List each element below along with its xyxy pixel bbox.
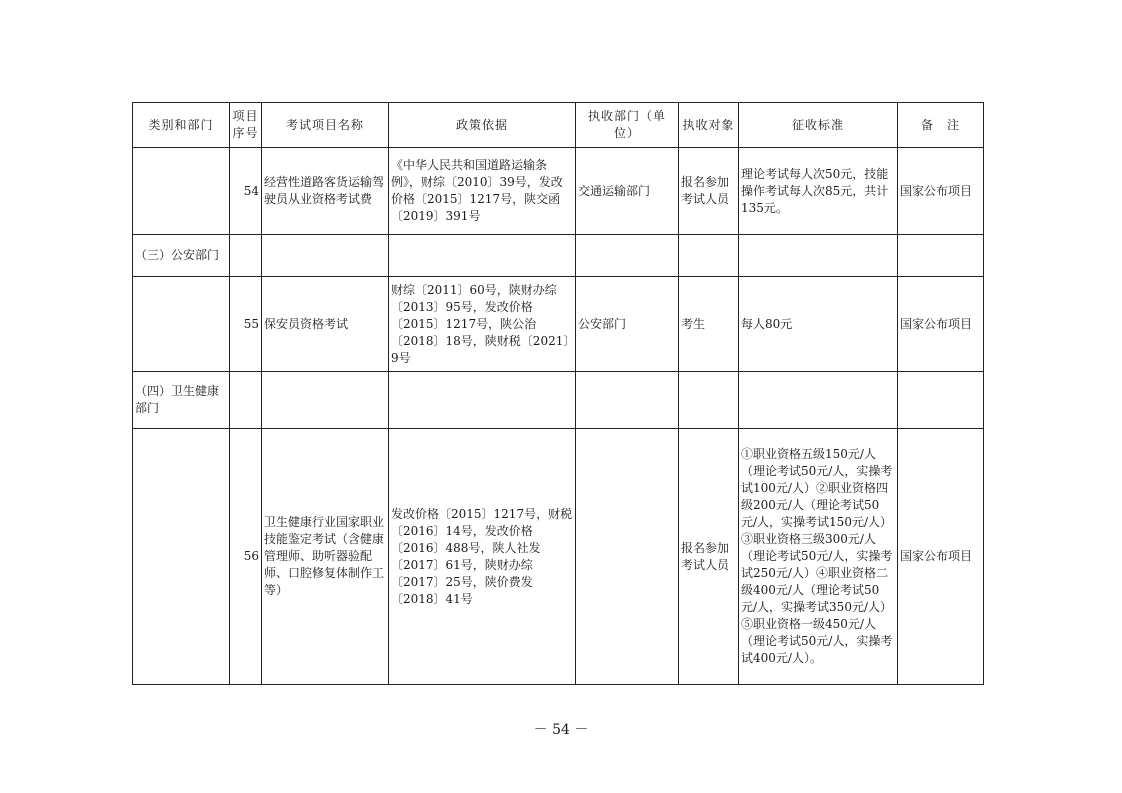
remarks-cell: 国家公布项目 bbox=[898, 148, 984, 235]
policy-basis-cell bbox=[389, 372, 576, 429]
fee-standard-cell: 每人80元 bbox=[739, 277, 898, 372]
remarks-cell bbox=[898, 235, 984, 277]
table-row bbox=[133, 148, 984, 235]
category-cell bbox=[133, 277, 230, 372]
policy-basis-cell: 《中华人民共和国道路运输条例》，财综〔2010〕39号，发改价格〔2015〕1217号，陕交函〔2019〕391号 bbox=[389, 148, 576, 235]
item-no-cell: 56 bbox=[230, 429, 262, 685]
policy-basis-cell: 发改价格〔2015〕1217号，财税〔2016〕14号，发改价格〔2016〕488号，陕人社发〔2017〕61号，陕财办综〔2017〕25号，陕价费发〔2018〕41号 bbox=[389, 429, 576, 685]
remarks-cell: 国家公布项目 bbox=[898, 429, 984, 685]
policy-basis-cell: 财综〔2011〕60号，陕财办综〔2013〕95号，发改价格〔2015〕1217号，陕公治〔2018〕18号，陕财税〔2021〕9号 bbox=[389, 277, 576, 372]
category-cell: （三）公安部门 bbox=[133, 235, 230, 277]
section-row bbox=[133, 372, 984, 429]
fee-standard-cell: 理论考试每人次50元，技能操作考试每人次85元，共计135元。 bbox=[739, 148, 898, 235]
exam-name-cell: 卫生健康行业国家职业技能鉴定考试（含健康管理师、助听器验配师、口腔修复体制作工等） bbox=[262, 429, 389, 685]
item-no-cell: 55 bbox=[230, 277, 262, 372]
section-row bbox=[133, 235, 984, 277]
exam-name-cell bbox=[262, 372, 389, 429]
header-remarks: 备 注 bbox=[898, 103, 984, 148]
header-exam-name: 考试项目名称 bbox=[262, 103, 389, 148]
item-no-cell bbox=[230, 235, 262, 277]
collection-target-cell: 报名参加考试人员 bbox=[679, 429, 739, 685]
table-row bbox=[133, 429, 984, 685]
category-cell bbox=[133, 429, 230, 685]
header-item-no: 项目序号 bbox=[230, 103, 262, 148]
collection-target-cell: 考生 bbox=[679, 277, 739, 372]
fee-table bbox=[132, 102, 984, 685]
policy-basis-cell bbox=[389, 235, 576, 277]
header-collection-target: 执收对象 bbox=[679, 103, 739, 148]
item-no-cell: 54 bbox=[230, 148, 262, 235]
header-policy-basis: 政策依据 bbox=[389, 103, 576, 148]
collection-target-cell: 报名参加考试人员 bbox=[679, 148, 739, 235]
table-row bbox=[133, 277, 984, 372]
remarks-cell: 国家公布项目 bbox=[898, 277, 984, 372]
item-no-cell bbox=[230, 372, 262, 429]
collecting-dept-cell: 公安部门 bbox=[576, 277, 679, 372]
exam-name-cell: 经营性道路客货运输驾驶员从业资格考试费 bbox=[262, 148, 389, 235]
page-number: － 54 － bbox=[533, 722, 589, 738]
header-row bbox=[133, 103, 984, 148]
fee-standard-cell: ①职业资格五级150元/人（理论考试50元/人，实操考试100元/人）②职业资格四级200元/人（理论考试50元/人，实操考试150元/人）③职业资格三级300元/人（理论考试50元/人，实操考试250元/人）④职业资格二级400元/人（理论考试50元/人，实操考试350元/人）⑤职业资格一级450元/人（理论考试50元/人，实操考试400元/人）。 bbox=[739, 429, 898, 685]
fee-standard-cell bbox=[739, 235, 898, 277]
fee-standard-cell bbox=[739, 372, 898, 429]
exam-name-cell: 保安员资格考试 bbox=[262, 277, 389, 372]
collecting-dept-cell bbox=[576, 372, 679, 429]
collecting-dept-cell bbox=[576, 429, 679, 685]
category-cell: （四）卫生健康部门 bbox=[133, 372, 230, 429]
header-fee-standard: 征收标准 bbox=[739, 103, 898, 148]
category-cell bbox=[133, 148, 230, 235]
collecting-dept-cell bbox=[576, 235, 679, 277]
exam-name-cell bbox=[262, 235, 389, 277]
header-category: 类别和部门 bbox=[133, 103, 230, 148]
collecting-dept-cell: 交通运输部门 bbox=[576, 148, 679, 235]
collection-target-cell bbox=[679, 235, 739, 277]
collection-target-cell bbox=[679, 372, 739, 429]
remarks-cell bbox=[898, 372, 984, 429]
header-collecting-dept: 执收部门（单位） bbox=[576, 103, 679, 148]
